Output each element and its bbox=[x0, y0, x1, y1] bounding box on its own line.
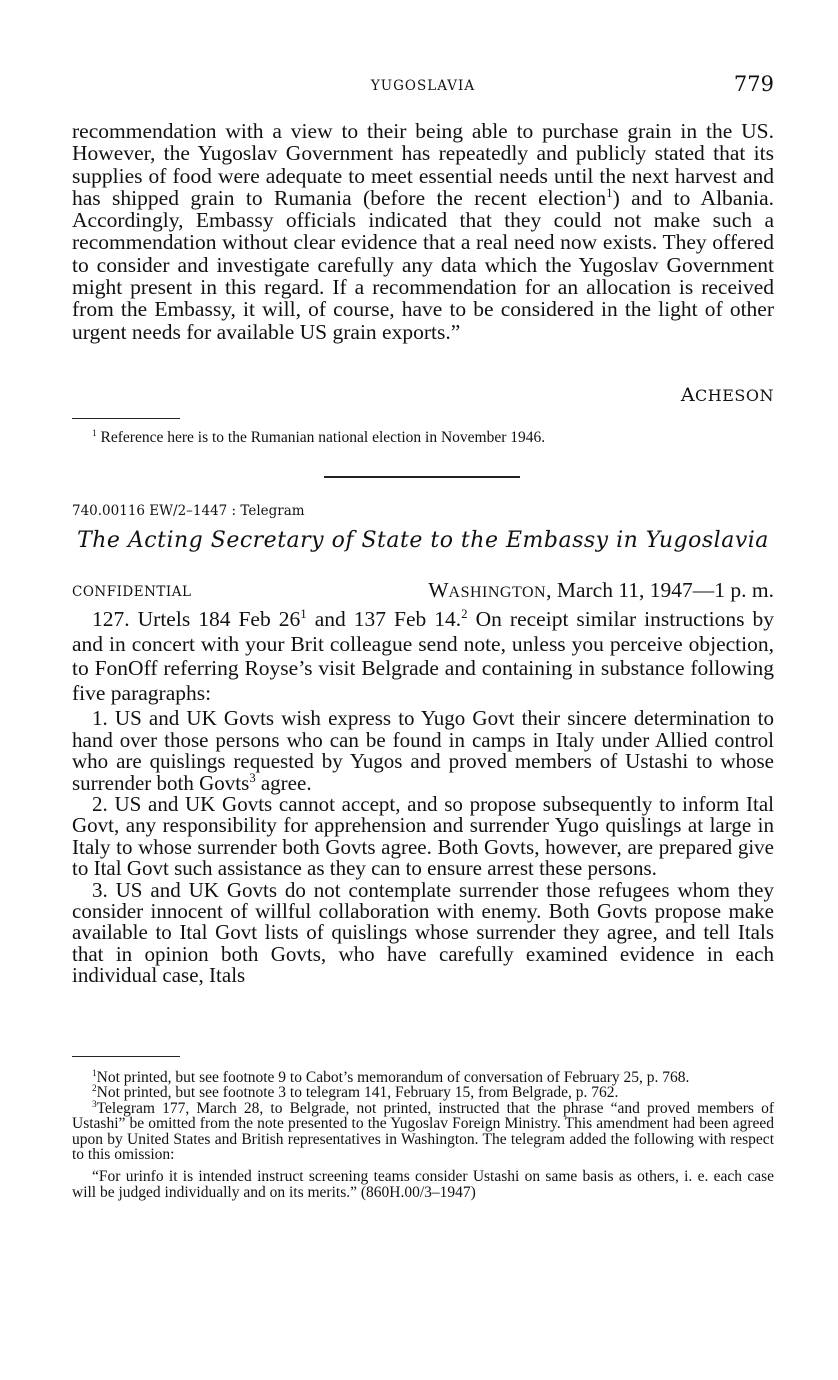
footnote-rule-bottom bbox=[72, 1056, 180, 1057]
footnotes-bottom bbox=[72, 1070, 774, 1200]
place-initial: W bbox=[428, 578, 449, 602]
signature-initial: A bbox=[680, 384, 696, 406]
place-date bbox=[428, 578, 774, 603]
footnote-top bbox=[72, 430, 774, 445]
para1-text-b: agree. bbox=[255, 770, 312, 795]
signature-rest: CHESON bbox=[695, 386, 774, 405]
classification: CONFIDENTIAL bbox=[72, 584, 192, 600]
lead-text-3: On receipt similar instructions by and in concert with your Brit colleague send note, unless you perceive objection, to FonOff referring Royse’s visit Belgrade and containing in substance following five paragraphs: bbox=[72, 607, 775, 705]
place-rest: ASHINGTON bbox=[448, 584, 547, 601]
footnote-top-text: Reference here is to the Rumanian national election in November 1946. bbox=[100, 429, 546, 446]
signature bbox=[72, 384, 774, 406]
footnote-1-marker: 1 bbox=[92, 1068, 97, 1079]
document-heading: The Acting Secretary of State to the Embassy in Yugoslavia bbox=[77, 528, 769, 553]
continuation-text-a: recommendation with a view to their being able to purchase grain in the US. However, the Yugoslav Government has repeatedly and publicly stated that its supplies of food were adequate to meet essential needs until the next harvest and has shipped grain to Rumania (before the recent election bbox=[72, 119, 774, 210]
footnote-3-marker: 3 bbox=[92, 1099, 97, 1110]
telegram-body bbox=[72, 607, 774, 987]
document-id: 740.00116 EW/2–1447 : Telegram bbox=[72, 503, 305, 519]
continuation-paragraph bbox=[72, 120, 774, 343]
dateline bbox=[72, 578, 774, 604]
footnote-ref-1: 1 bbox=[606, 185, 613, 200]
footnote-ref-1b: 1 bbox=[300, 606, 307, 621]
running-head-title: YUGOSLAVIA bbox=[370, 78, 476, 94]
footnote-3 bbox=[72, 1101, 774, 1163]
paragraph-3: 3. US and UK Govts do not contemplate surrender those refugees whom they consider innocent of willful collaboration with enemy. Both Govts propose make available to Ital Govt lists of quislings whose surrender they agree, and tell Itals that in opinion both Govts, who have carefully examined evidence in each individual case, Itals bbox=[72, 877, 774, 988]
continuation-text-b: ) and to Albania. Accordingly, Embassy officials indicated that they could not make such a recommendation without clear evidence that a real need now exists. They offered to consider and investigate carefully any data which the Yugoslav Government might present in this regard. If a recommendation for an allocation is received from the Embassy, it will, of course, have to be considered in the light of other urgent needs for available US grain exports.” bbox=[72, 185, 774, 344]
footnote-top-marker: 1 bbox=[92, 428, 97, 439]
footnote-1 bbox=[72, 1070, 774, 1085]
paragraph-2: 2. US and UK Govts cannot accept, and so propose subsequently to inform Ital Govt, any responsibility for apprehension and surrender Yugo quislings at large in Italy to whose surrender both Govts agree. Both Govts, however, are prepared give to Ital Govt such assistance as they can to ensure arrest these persons. bbox=[72, 792, 774, 881]
date: , March 11, 1947—1 p. m. bbox=[546, 578, 774, 602]
footnote-ref-2: 2 bbox=[461, 606, 468, 621]
page-number: 779 bbox=[733, 72, 774, 96]
footnote-2 bbox=[72, 1085, 774, 1100]
running-head bbox=[72, 72, 774, 102]
lead-text-2: and 137 Feb 14. bbox=[306, 607, 462, 631]
footnote-quote: “For urinfo it is intended instruct screening teams consider Ustashi on same basis as others, i. e. each case will be judged individually and on its merits.” (860H.00/3–1947) bbox=[72, 1168, 774, 1201]
section-separator bbox=[324, 476, 520, 478]
footnote-1-text: Not printed, but see footnote 9 to Cabot’s memorandum of conversation of February 25, p. 768. bbox=[96, 1069, 690, 1086]
para1-text-a: 1. US and UK Govts wish express to Yugo Govt their sincere determination to hand over those persons who can be found in camps in Italy under Allied control who are quislings requested by Yugos and proved members of Ustashi to whose surrender both Govts bbox=[72, 706, 774, 795]
footnote-2-marker: 2 bbox=[92, 1084, 97, 1095]
footnote-3-text: Telegram 177, March 28, to Belgrade, not printed, instructed that the phrase “and proved members of Ustashi” be omitted from the note presented to the Yugoslav Foreign Ministry. This amendment had been agreed upon by United States and British representatives in Washington. The telegram added the following with respect to this omission: bbox=[72, 1099, 774, 1164]
footnote-rule-top bbox=[72, 418, 180, 419]
lead-text-1: 127. Urtels 184 Feb 26 bbox=[92, 607, 301, 631]
footnote-ref-3: 3 bbox=[249, 770, 256, 785]
lead-paragraph bbox=[72, 607, 774, 705]
footnote-2-text: Not printed, but see footnote 3 to telegram 141, February 15, from Belgrade, p. 762. bbox=[96, 1084, 619, 1102]
paragraph-1 bbox=[72, 708, 774, 794]
